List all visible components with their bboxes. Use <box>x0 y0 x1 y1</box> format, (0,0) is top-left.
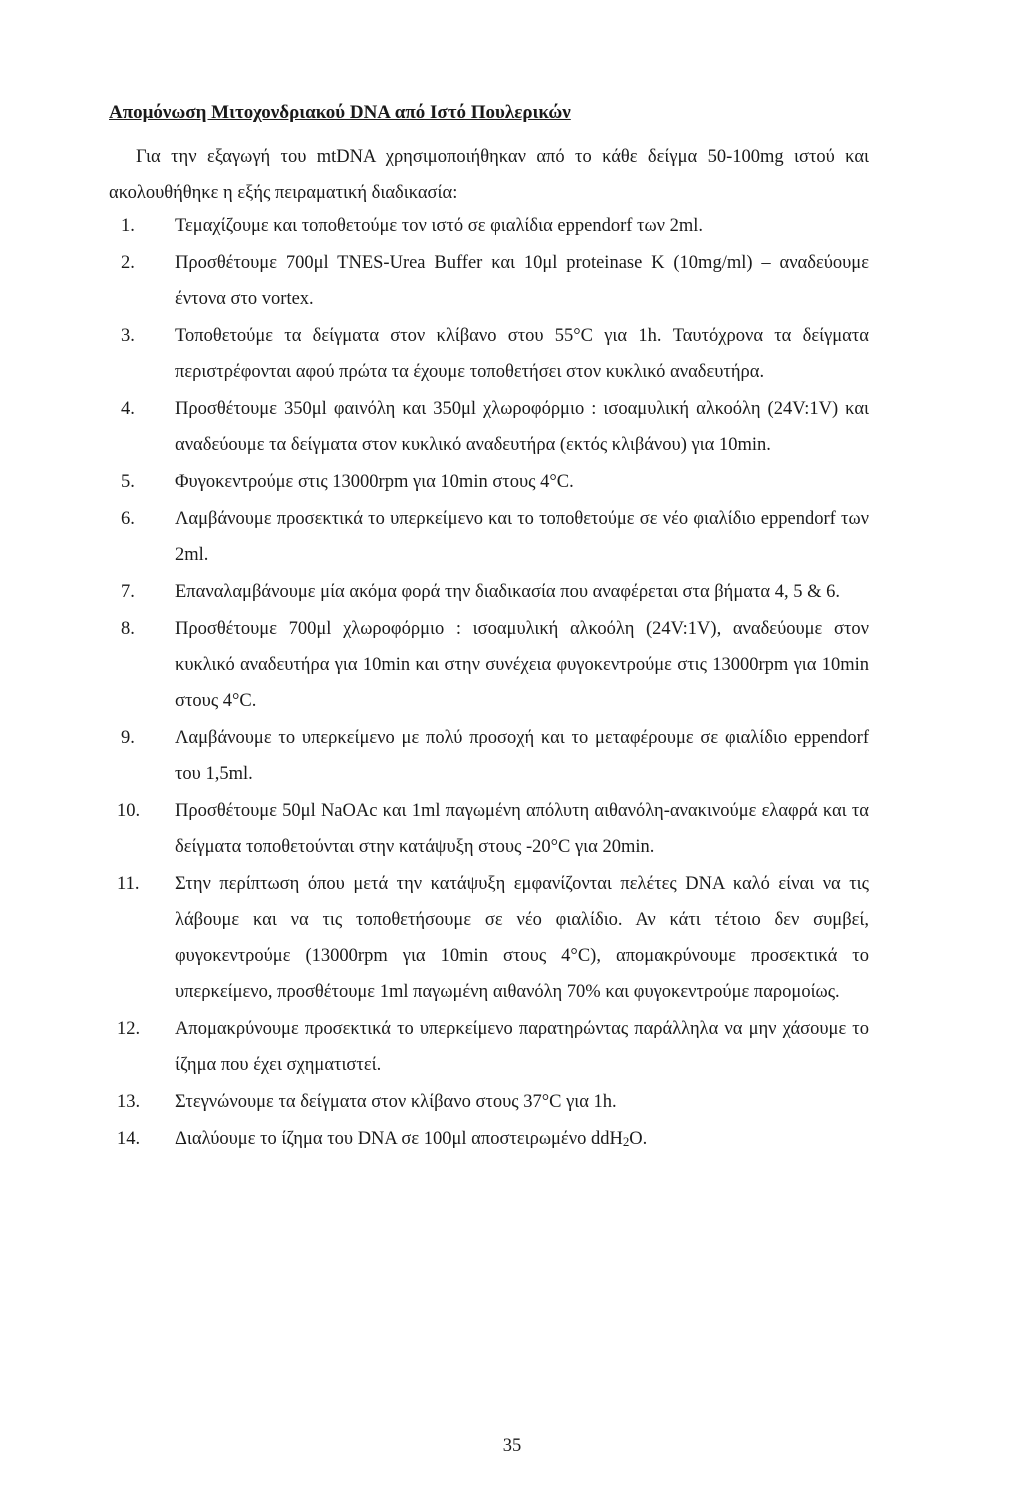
list-item <box>0 208 1024 244</box>
step-number: 4. <box>121 399 135 419</box>
step-number: 5. <box>121 472 135 492</box>
step-text: Απομακρύνουμε προσεκτικά το υπερκείμενο παρατηρώντας παράλληλα να μην χάσουμε το ίζημα που έχει σχηματιστεί. <box>175 1019 869 1075</box>
page-number: 35 <box>502 1436 522 1456</box>
list-item <box>0 1121 1024 1157</box>
list-item <box>0 866 1024 1010</box>
step-number: 10. <box>117 801 141 821</box>
step-number: 2. <box>121 253 135 273</box>
list-item <box>0 464 1024 500</box>
step-number: 11. <box>117 874 140 894</box>
list-item <box>0 245 1024 317</box>
list-item <box>0 318 1024 390</box>
step-text: Στην περίπτωση όπου μετά την κατάψυξη εμφανίζονται πελέτες DNA καλό είναι να τις λάβουμε και να τις τοποθετήσουμε σε νέο φιαλίδιο. Αν κάτι τέτοιο δεν συμβεί, φυγοκεντρούμε (13000rpm για 10min στους 4°C), απομακρύνουμε προσεκτικά το υπερκείμενο, προσθέτουμε 1ml παγωμένη αιθανόλη 70% και φυγοκεντρούμε παρομοίως. <box>175 874 869 1002</box>
list-item <box>0 391 1024 463</box>
step-number: 8. <box>121 619 135 639</box>
procedure-steps <box>0 208 1024 1158</box>
step-number: 12. <box>117 1019 141 1039</box>
step-number: 3. <box>121 326 135 346</box>
step-text: Προσθέτουμε 350μl φαινόλη και 350μl χλωροφόρμιο : ισοαμυλική αλκοόλη (24V:1V) και αναδεύουμε τα δείγματα στον κυκλικό αναδευτήρα (εκτός κλιβάνου) για 10min. <box>175 399 869 455</box>
list-item <box>0 501 1024 573</box>
list-item <box>0 720 1024 792</box>
step-text: Λαμβάνουμε προσεκτικά το υπερκείμενο και το τοποθετούμε σε νέο φιαλίδιο eppendorf των 2ml. <box>175 509 869 565</box>
step-text: Προσθέτουμε 700μl TNES-Urea Buffer και 10μl proteinase K (10mg/ml) – αναδεύουμε έντονα στο vortex. <box>175 253 869 309</box>
step-text <box>175 1121 869 1157</box>
step-text: Λαμβάνουμε το υπερκείμενο με πολύ προσοχή και το μεταφέρουμε σε φιαλίδιο eppendorf του 1,5ml. <box>175 728 869 784</box>
list-item <box>0 1011 1024 1083</box>
step-text: Προσθέτουμε 700μl χλωροφόρμιο : ισοαμυλική αλκοόλη (24V:1V), αναδεύουμε στον κυκλικό αναδευτήρα για 10min και στην συνέχεια φυγοκεντρούμε στις 13000rpm για 10min στους 4°C. <box>175 619 869 711</box>
step-text: Τοποθετούμε τα δείγματα στον κλίβανο στου 55°C για 1h. Ταυτόχρονα τα δείγματα περιστρέφονται αφού πρώτα τα έχουμε τοποθετήσει στον κυκλικό αναδευτήρα. <box>175 326 869 382</box>
step-text: Προσθέτουμε 50μl NaOAc και 1ml παγωμένη απόλυτη αιθανόλη-ανακινούμε ελαφρά και τα δείγματα τοποθετούνται στην κατάψυξη στους -20°C για 20min. <box>175 801 869 857</box>
step-number: 6. <box>121 509 135 529</box>
step-number: 9. <box>121 728 135 748</box>
step-text: Επαναλαμβάνουμε μία ακόμα φορά την διαδικασία που αναφέρεται στα βήματα 4, 5 & 6. <box>175 582 840 602</box>
list-item <box>0 793 1024 865</box>
step-text-part: Διαλύουμε το ίζημα του DNA σε 100μl αποστειρωμένο ddH <box>175 1129 623 1149</box>
step-text: Φυγοκεντρούμε στις 13000rpm για 10min στους 4°C. <box>175 472 574 492</box>
step-number: 13. <box>117 1092 141 1112</box>
list-item <box>0 611 1024 719</box>
list-item <box>0 1084 1024 1120</box>
step-number: 7. <box>121 582 135 602</box>
list-item <box>0 574 1024 610</box>
step-number: 14. <box>117 1129 141 1149</box>
subscript-2: 2 <box>622 1134 630 1149</box>
intro-paragraph: Για την εξαγωγή του mtDNA χρησιμοποιήθηκαν από το κάθε δείγμα 50-100mg ιστού και ακολουθήθηκε η εξής πειραματική διαδικασία: <box>109 147 869 203</box>
step-text-part: O. <box>629 1129 648 1149</box>
step-text: Στεγνώνουμε τα δείγματα στον κλίβανο στους 37°C για 1h. <box>175 1092 617 1112</box>
page-heading: Απομόνωση Μιτοχονδριακού DNA από Ιστό Πουλερικών <box>109 102 571 123</box>
step-text: Τεμαχίζουμε και τοποθετούμε τον ιστό σε φιαλίδια eppendorf των 2ml. <box>175 216 704 236</box>
step-number: 1. <box>121 216 135 236</box>
